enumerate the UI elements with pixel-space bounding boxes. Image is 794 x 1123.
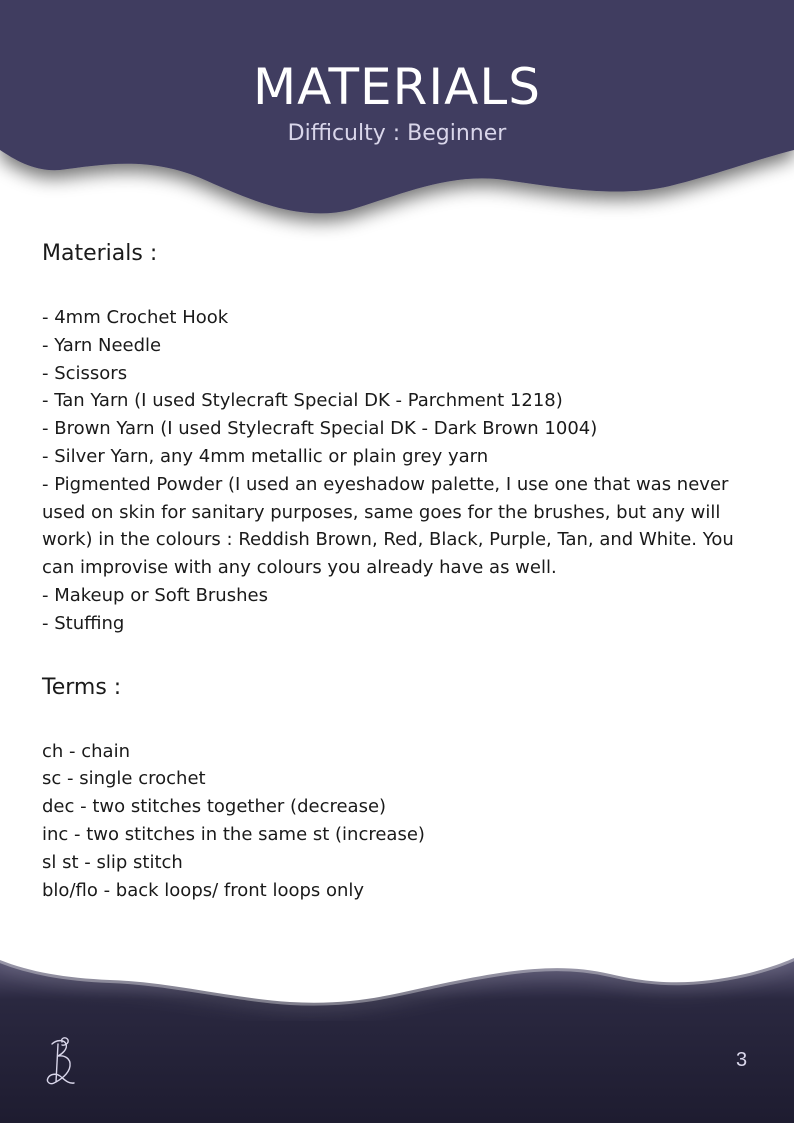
difficulty-subtitle: Difficulty : Beginner	[287, 121, 507, 146]
main-content	[42, 238, 758, 904]
footer-wave-background	[0, 940, 794, 1123]
term-item: sl st - slip stitch	[42, 851, 183, 873]
materials-list	[42, 304, 758, 638]
term-item: dec - two stitches together (decrease)	[42, 796, 387, 818]
terms-list	[42, 738, 758, 905]
material-item: - Makeup or Soft Brushes	[42, 584, 268, 606]
material-item: - Tan Yarn (I used Stylecraft Special DK - Parchment 1218)	[42, 390, 563, 412]
signature-logo-icon	[38, 1036, 84, 1090]
material-item: - Yarn Needle	[42, 334, 162, 356]
material-item: - Brown Yarn (I used Stylecraft Special DK - Dark Brown 1004)	[42, 418, 598, 440]
term-item: sc - single crochet	[42, 768, 206, 790]
term-item: inc - two stitches in the same st (increase)	[42, 823, 425, 845]
material-item: - Scissors	[42, 362, 128, 384]
term-item: ch - chain	[42, 740, 130, 762]
material-item: - Silver Yarn, any 4mm metallic or plain grey yarn	[42, 445, 489, 467]
page-number: 3	[736, 1049, 748, 1071]
page-title: MATERIALS	[253, 58, 541, 116]
material-item: - Pigmented Powder (I used an eyeshadow palette, I use one that was never used on skin for sanitary purposes, same goes for the brushes, but any will work) in the colours : Reddish Brown, Red, Black, Purple, Tan, and White. You can improvise with any colours you already have as well.	[42, 473, 734, 579]
term-item: blo/flo - back loops/ front loops only	[42, 879, 365, 901]
materials-heading: Materials :	[42, 241, 158, 266]
terms-heading: Terms :	[42, 674, 122, 700]
material-item: - 4mm Crochet Hook	[42, 307, 229, 328]
material-item: - Stuffing	[42, 612, 125, 634]
